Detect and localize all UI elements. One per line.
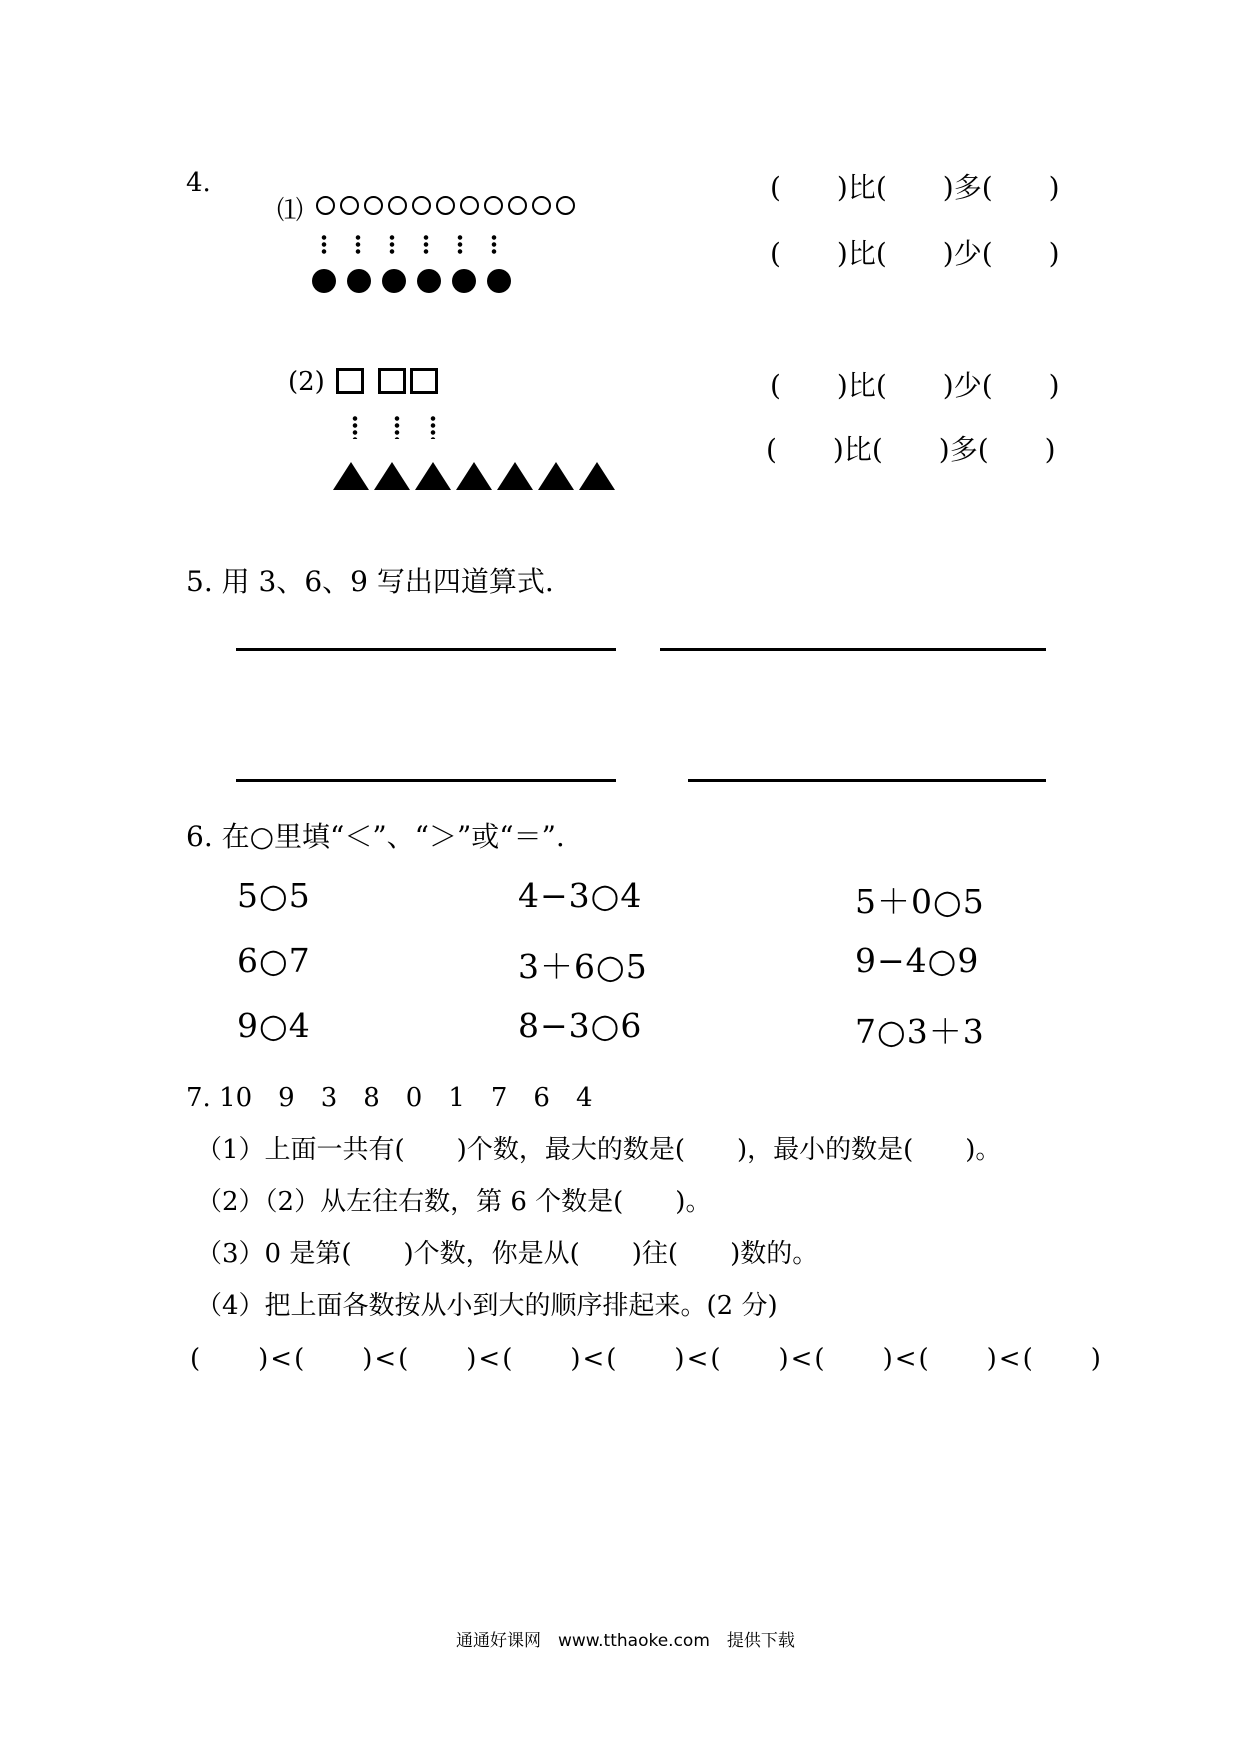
answer-line-3 <box>236 779 616 782</box>
triangle <box>497 462 533 490</box>
dotted-line <box>423 234 429 256</box>
q7-line-1: （1）上面一共有( )个数，最大的数是( )，最小的数是( )。 <box>196 1135 1002 1165</box>
hollow-circle <box>364 196 383 215</box>
hollow-circle <box>484 196 503 215</box>
q4-part1-label: ⑴ <box>277 196 304 226</box>
q4-part2-label: (2) <box>288 367 325 397</box>
q7-order-row: ( )<( )<( )<( )<( )<( )<( )<( )<( ) <box>190 1344 1103 1374</box>
hollow-circle <box>508 196 527 215</box>
q7-line-3: （3）0 是第( )个数，你是从( )往( )数的。 <box>196 1239 819 1269</box>
hollow-circle <box>460 196 479 215</box>
q7-line-2: （2）（2）从左往右数，第 6 个数是( )。 <box>196 1187 712 1217</box>
q4-answer-1: ( )比( )多( ) <box>770 171 1060 204</box>
hollow-circles-row <box>316 196 575 215</box>
answer-line-1 <box>236 648 616 651</box>
square-2 <box>378 368 406 394</box>
square-3 <box>410 368 438 394</box>
filled-circle <box>382 269 406 293</box>
dotted-line <box>389 234 395 256</box>
compare-item: 7○3＋3 <box>855 1012 985 1051</box>
triangle <box>538 462 574 490</box>
q7-numbers: 7. 10 9 3 8 0 1 7 6 4 <box>186 1083 593 1113</box>
hollow-circle <box>532 196 551 215</box>
filled-circle <box>417 269 441 293</box>
q5-prompt: 5. 用 3、6、9 写出四道算式. <box>186 565 554 598</box>
dotted-line <box>491 234 497 256</box>
dotted-line <box>430 415 436 439</box>
q4-answer-2: ( )比( )少( ) <box>770 237 1060 270</box>
compare-item: 5○5 <box>237 876 311 915</box>
filled-circle <box>452 269 476 293</box>
triangle <box>456 462 492 490</box>
hollow-circle <box>556 196 575 215</box>
triangle <box>415 462 451 490</box>
triangle <box>333 462 369 490</box>
filled-circles-row <box>312 269 511 293</box>
compare-item: 3＋6○5 <box>518 947 648 986</box>
dotted-line <box>355 234 361 256</box>
hollow-circle <box>316 196 335 215</box>
q4-answer-4: ( )比( )多( ) <box>766 433 1056 466</box>
answer-line-4 <box>688 779 1046 782</box>
triangle <box>579 462 615 490</box>
dotted-lines-row-1 <box>321 234 497 256</box>
hollow-circle <box>436 196 455 215</box>
q7-line-4: （4）把上面各数按从小到大的顺序排起来。(2 分) <box>196 1291 778 1321</box>
compare-item: 9○4 <box>237 1006 311 1045</box>
dotted-line <box>321 234 327 256</box>
compare-item: 5＋0○5 <box>855 882 985 921</box>
hollow-circle <box>340 196 359 215</box>
q4-number: 4. <box>186 168 211 198</box>
compare-item: 4−3○4 <box>518 876 643 915</box>
filled-circle <box>487 269 511 293</box>
footer-text: 通通好课网 www.tthaoke.com 提供下载 <box>456 1631 795 1651</box>
square-1 <box>336 368 364 394</box>
triangles-row <box>333 462 615 490</box>
filled-circle <box>347 269 371 293</box>
filled-circle <box>312 269 336 293</box>
compare-item: 8−3○6 <box>518 1006 643 1045</box>
q6-prompt: 6. 在○里填“＜”、“＞”或“＝”. <box>186 820 565 853</box>
q4-answer-3: ( )比( )少( ) <box>770 369 1060 402</box>
hollow-circle <box>412 196 431 215</box>
dotted-lines-row-2 <box>352 415 436 439</box>
squares-row <box>336 368 438 394</box>
answer-line-2 <box>660 648 1046 651</box>
compare-item: 6○7 <box>237 941 311 980</box>
compare-item: 9−4○9 <box>855 941 980 980</box>
triangle <box>374 462 410 490</box>
dotted-line <box>457 234 463 256</box>
dotted-line <box>394 415 400 439</box>
hollow-circle <box>388 196 407 215</box>
dotted-line <box>352 415 358 439</box>
